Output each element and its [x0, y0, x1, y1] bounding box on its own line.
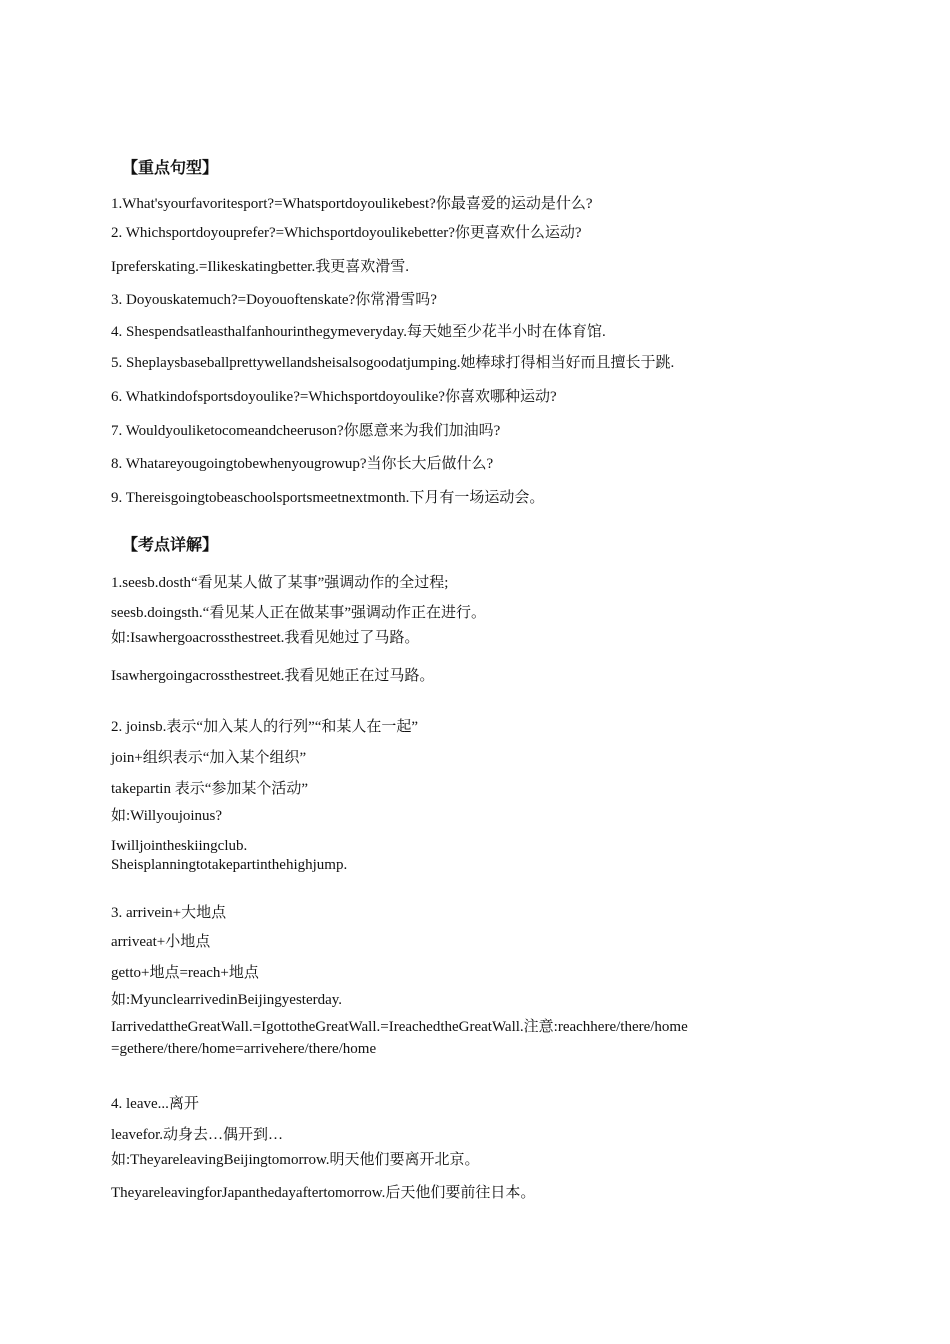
- sentence-line: 1.What'syourfavoritesport?=Whatsportdoyoulikebest?你最喜爱的运动是什么?: [111, 196, 593, 212]
- sentence-line: 6. Whatkindofsportsdoyoulike?=Whichsportdoyoulike?你喜欢哪种运动?: [111, 389, 557, 405]
- explanation-line: 2. joinsb.表示“加入某人的行列”“和某人在一起”: [111, 719, 419, 735]
- explanation-line: 如:TheyareleavingBeijingtomorrow.明天他们要离开北京。: [111, 1152, 480, 1168]
- explanation-line: getto+地点=reach+地点: [111, 965, 259, 981]
- explanation-line: Sheisplanningtotakepartinthehighjump.: [111, 857, 348, 873]
- explanation-line: arriveat+小地点: [111, 934, 211, 950]
- sentence-line: Ipreferskating.=Ilikeskatingbetter.我更喜欢滑雪.: [111, 259, 409, 275]
- sentence-line: 7. Wouldyouliketocomeandcheeruson?你愿意来为我们加油吗?: [111, 423, 501, 439]
- explanation-line: 1.seesb.dosth“看见某人做了某事”强调动作的全过程;: [111, 575, 449, 591]
- explanation-line: 如:MyunclearrivedinBeijingyesterday.: [111, 992, 343, 1008]
- explanation-line: join+组织表示“加入某个组织”: [111, 750, 307, 766]
- explanation-line: TheyareleavingforJapanthedayaftertomorrow.后天他们要前往日本。: [111, 1185, 536, 1201]
- sentence-line: 5. Sheplaysbaseballprettywellandsheisalsogoodatjumping.她棒球打得相当好而且擅长于跳.: [111, 355, 675, 371]
- sentence-line: 3. Doyouskatemuch?=Doyouoftenskate?你常滑雪吗?: [111, 292, 437, 308]
- explanation-line: =gethere/there/home=arrivehere/there/home: [111, 1041, 377, 1057]
- explanation-line: IarrivedattheGreatWall.=IgottotheGreatWall.=IreachedtheGreatWall.注意:reachhere/there/home: [111, 1019, 688, 1035]
- explanation-line: 如:Isawhergoacrossthestreet.我看见她过了马路。: [111, 630, 420, 646]
- explanation-line: 4. leave...离开: [111, 1096, 199, 1112]
- sentence-line: 4. Shespendsatleasthalfanhourinthegymeveryday.每天她至少花半小时在体育馆.: [111, 324, 606, 340]
- explanation-line: seesb.doingsth.“看见某人正在做某事”强调动作正在进行。: [111, 605, 486, 621]
- explanation-line: 如:Willyoujoinus?: [111, 808, 223, 824]
- explanation-line: 3. arrivein+大地点: [111, 905, 227, 921]
- explanation-line: takepartin 表示“参加某个活动”: [111, 781, 309, 797]
- explanation-line: Isawhergoingacrossthestreet.我看见她正在过马路。: [111, 668, 435, 684]
- sentence-line: 8. Whatareyougoingtobewhenyougrowup?当你长大后做什么?: [111, 456, 494, 472]
- explanation-line: leavefor.动身去…偶开到…: [111, 1127, 284, 1143]
- sentence-line: 2. Whichsportdoyouprefer?=Whichsportdoyoulikebetter?你更喜欢什么运动?: [111, 225, 582, 241]
- explanation-line: Iwilljointheskiingclub.: [111, 838, 248, 854]
- section-heading-key-sentences: 【重点句型】: [122, 160, 219, 177]
- section-heading-exam-points: 【考点详解】: [122, 537, 219, 554]
- sentence-line: 9. Thereisgoingtobeaschoolsportsmeetnextmonth.下月有一场运动会。: [111, 490, 545, 506]
